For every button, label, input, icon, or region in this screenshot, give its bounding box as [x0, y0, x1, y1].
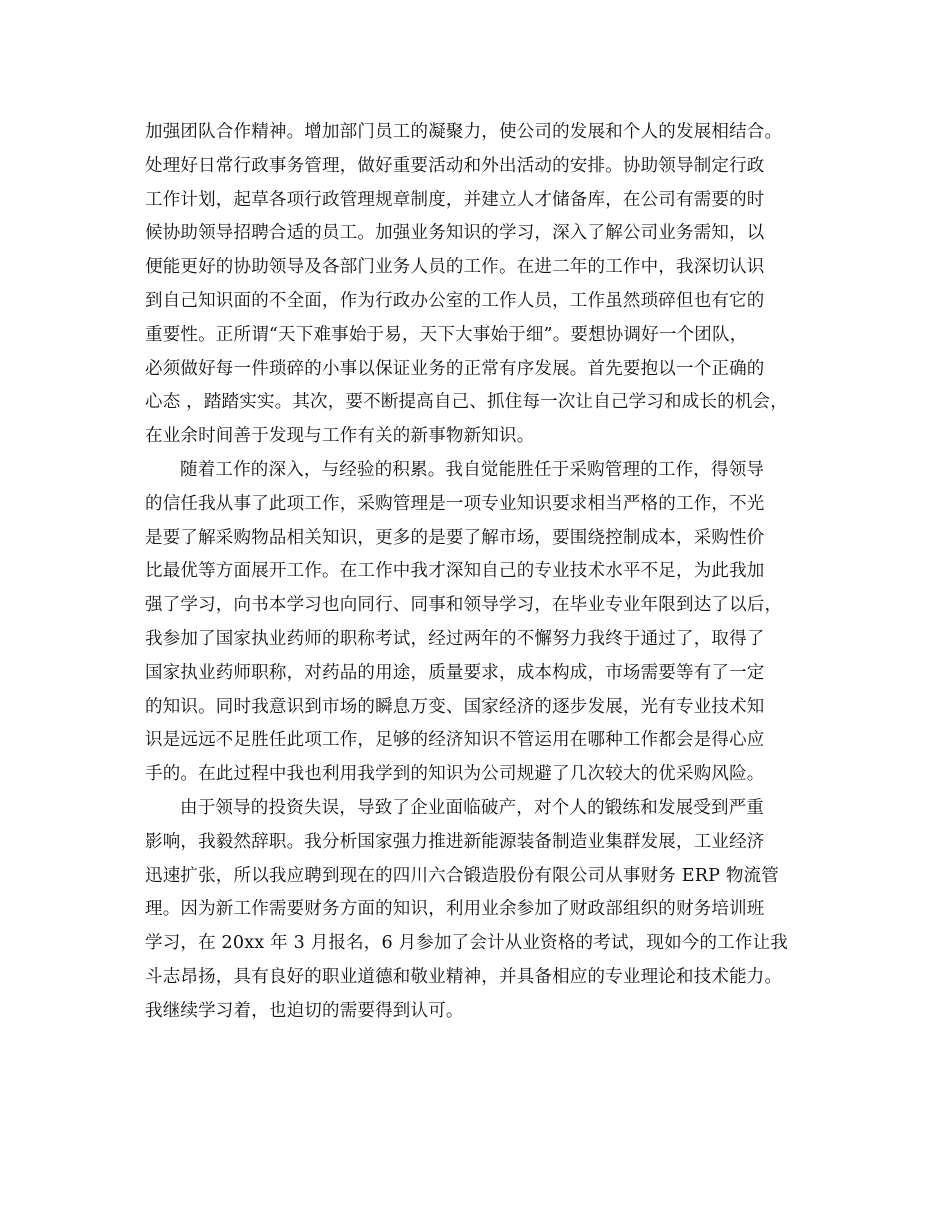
text-line: 影响，我毅然辞职。我分析国家强力推进新能源装备制造业集群发展，工业经济 [145, 831, 765, 852]
text-line: 便能更好的协助领导及各部门业务人员的工作。在进二年的工作中，我深切认识 [145, 257, 765, 278]
text-line: 候协助领导招聘合适的员工。加强业务知识的学习，深入了解公司业务需知，以 [145, 223, 765, 244]
text-line: 重要性。正所谓“天下难事始于易，天下大事始于细”。要想协调好一个团队， [145, 324, 748, 345]
text-line: 学习，在 20xx 年 3 月报名，6 月参加了会计从业资格的考试，现如今的工作让我 [145, 933, 788, 954]
paragraph-2 [145, 454, 825, 792]
text-line: 理。因为新工作需要财务方面的知识，利用业余参加了财政部组织的财务培训班 [145, 899, 765, 920]
text-line: 心态 ，踏踏实实。其次，要不断提高自己、抓住每一次让自己学习和成长的机会， [145, 392, 788, 413]
text-line-first: 随着工作的深入，与经验的积累。我自觉能胜任于采购管理的工作，得领导 [180, 459, 765, 480]
text-line: 加强团队合作精神。增加部门员工的凝聚力，使公司的发展和个人的发展相结合。 [145, 122, 783, 142]
text-line: 的信任我从事了此项工作，采购管理是一项专业知识要求相当严格的工作，不光 [145, 493, 765, 514]
paragraph-3 [145, 792, 825, 1029]
text-line: 国家执业药师职称，对药品的用途，质量要求，成本构成，市场需要等有了一定 [145, 662, 765, 683]
text-line: 到自己知识面的不全面，作为行政办公室的工作人员，工作虽然琐碎但也有它的 [145, 290, 765, 311]
text-line: 识是远远不足胜任此项工作，足够的经济知识不管运用在哪种工作都会是得心应 [145, 730, 765, 751]
text-line: 必须做好每一件琐碎的小事以保证业务的正常有序发展。首先要抱以一个正确的 [145, 358, 765, 379]
text-line: 工作计划，起草各项行政管理规章制度，并建立人才储备库，在公司有需要的时 [145, 189, 765, 210]
document-body [145, 116, 825, 1029]
text-line: 我参加了国家执业药师的职称考试，经过两年的不懈努力我终于通过了，取得了 [145, 628, 765, 649]
text-line: 是要了解采购物品相关知识，更多的是要了解市场，要围绕控制成本，采购性价 [145, 527, 765, 548]
text-line: 在业余时间善于发现与工作有关的新事物新知识。 [145, 426, 535, 447]
text-line-first: 由于领导的投资失误，导致了企业面临破产，对个人的锻练和发展受到严重 [180, 797, 765, 818]
text-line: 我继续学习着，也迫切的需要得到认可。 [145, 1000, 464, 1021]
text-line: 斗志昂扬，具有良好的职业道德和敬业精神，并具备相应的专业理论和技术能力。 [145, 966, 783, 987]
text-line: 强了学习，向书本学习也向同行、同事和领导学习，在毕业专业年限到达了以后， [145, 595, 783, 616]
text-line: 的知识。同时我意识到市场的瞬息万变、国家经济的逐步发展，光有专业技术知 [145, 696, 765, 717]
text-line: 处理好日常行政事务管理，做好重要活动和外出活动的安排。协助领导制定行政 [145, 155, 765, 176]
text-line: 迅速扩张，所以我应聘到现在的四川六合锻造股份有限公司从事财务 ERP 物流管 [145, 865, 779, 886]
paragraph-1 [145, 116, 825, 454]
text-line: 手的。在此过程中我也利用我学到的知识为公司规避了几次较大的优采购风险。 [145, 764, 765, 785]
text-line: 比最优等方面展开工作。在工作中我才深知自己的专业技术水平不足，为此我加 [145, 561, 765, 582]
